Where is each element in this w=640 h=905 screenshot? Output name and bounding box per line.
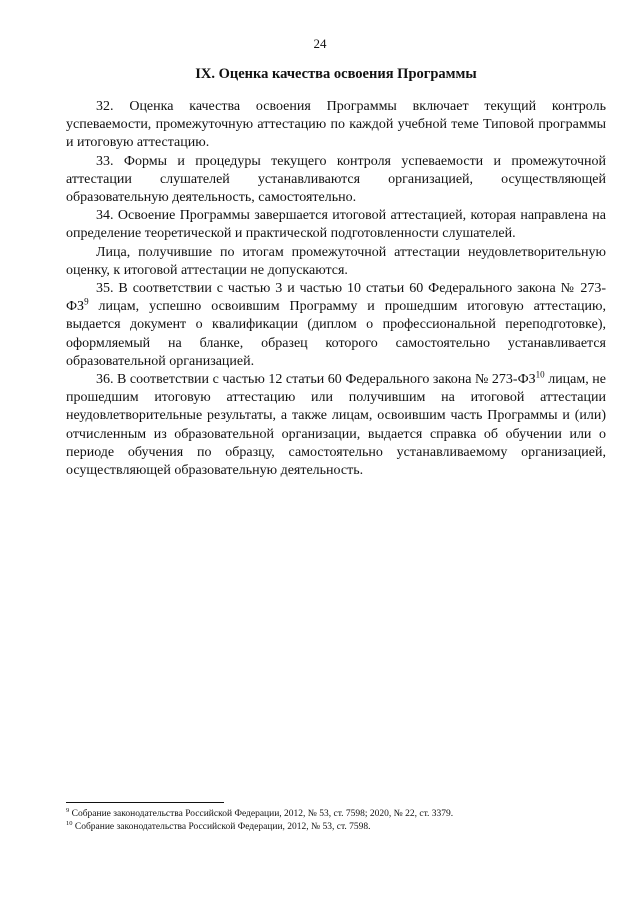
- paragraph-34-continuation: Лица, получившие по итогам промежуточной аттестации неудовлетворительную оценку, к итоговой аттестации не допускаются.: [66, 244, 606, 278]
- paragraph-36-start: 36. В соответствии с частью 12 статьи 60 Федерального закона № 273-ФЗ: [96, 372, 536, 388]
- paragraph-33: 33. Формы и процедуры текущего контроля успеваемости и промежуточной аттестации слушателей устанавливаются организацией, осуществляющей образовательную деятельность, самостоятельно.: [66, 153, 606, 206]
- paragraph-35-end: лицам, успешно освоившим Программу и прошедшим итоговую аттестацию, выдается документ о квалификации (диплом о профессиональной переподготовке), оформляемый на бланке, образец которого самостоятельно устанавливается образовательной организацией.: [66, 299, 606, 369]
- footnote-ref-9: 9: [84, 296, 89, 307]
- paragraph-35: [66, 280, 606, 371]
- paragraph-32: 32. Оценка качества освоения Программы включает текущий контроль успеваемости, промежуточную аттестацию по каждой учебной теме Типовой программы и итоговую аттестацию.: [66, 99, 606, 151]
- body-text: [66, 98, 606, 480]
- footnote-divider: [66, 802, 224, 803]
- footnote-text: Собрание законодательства Российской Федерации, 2012, № 53, ст. 7598.: [72, 821, 371, 832]
- footnote-9: [66, 808, 606, 821]
- paragraph-36: [66, 371, 606, 480]
- page-number: 24: [313, 36, 327, 51]
- footnotes: [66, 808, 606, 833]
- paragraph-34: 34. Освоение Программы завершается итоговой аттестацией, которая направлена на определение теоретической и практической подготовленности слушателей.: [66, 208, 606, 242]
- footnote-mark: 10: [66, 819, 73, 827]
- footnote-ref-10: 10: [535, 369, 545, 380]
- footnote-10: [66, 821, 606, 834]
- section-title: IX. Оценка качества освоения Программы: [195, 66, 477, 82]
- footnote-text: Собрание законодательства Российской Федерации, 2012, № 53, ст. 7598; 2020, № 22, ст. 3379.: [69, 809, 454, 819]
- footnote-mark: 9: [66, 806, 70, 814]
- paragraph-36-end: лицам, не прошедшим итоговую аттестацию или получившим на итоговой аттестации неудовлетворительные результаты, а также лицам, освоившим часть Программы и (или) отчисленным из образовательной организации, выдается справка об обучении или о периоде обучения по образцу, самостоятельно устанавливаемому организацией, осуществляющей образовательную деятельность.: [66, 372, 606, 479]
- paragraph-35-start: 35. В соответствии с частью 3 и частью 10 статьи 60 Федерального закона № 273-ФЗ: [66, 281, 606, 315]
